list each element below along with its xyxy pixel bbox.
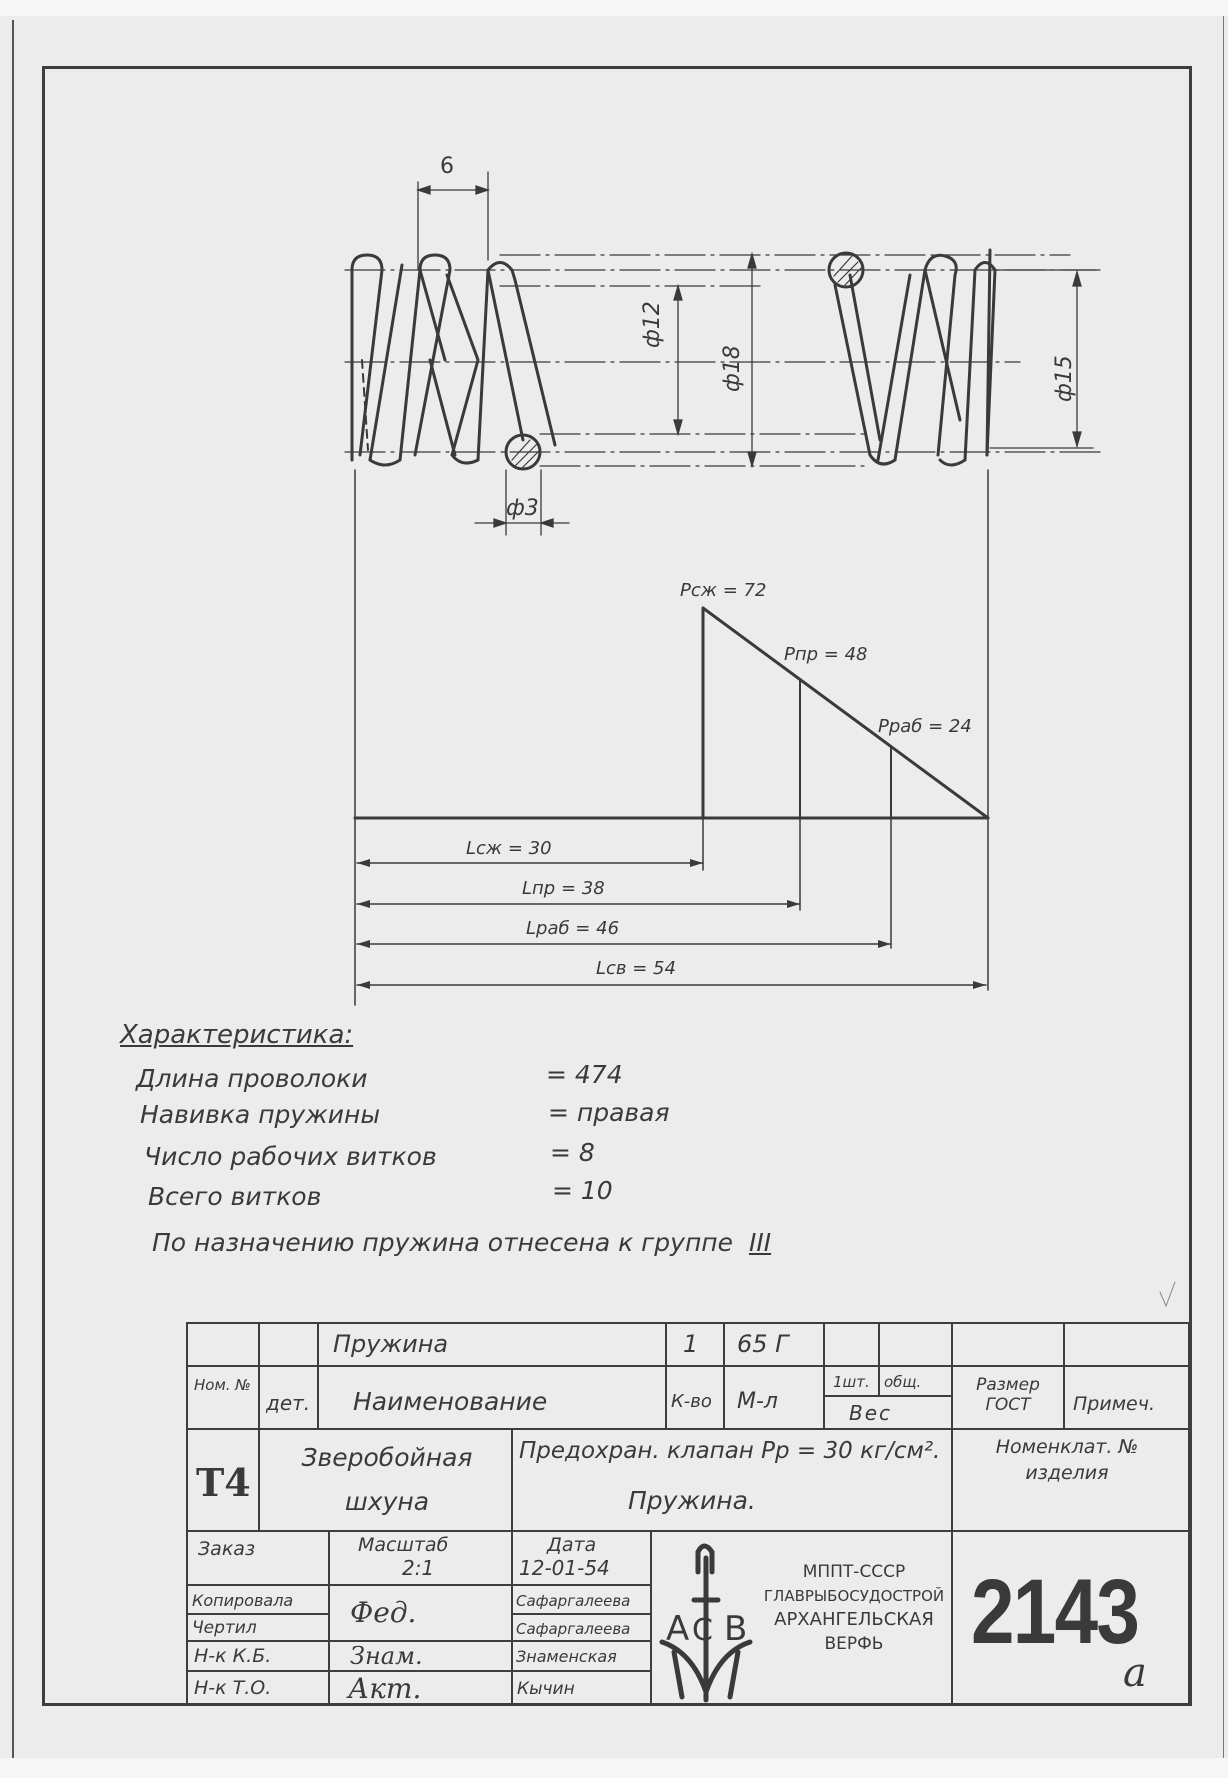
project-code: Т4 xyxy=(196,1460,251,1505)
load-working-label: Рраб = 24 xyxy=(878,716,972,737)
tb-header-material xyxy=(723,1365,825,1430)
length-max-label: Lпр = 38 xyxy=(522,878,605,899)
tb-cell-part-name xyxy=(317,1322,667,1367)
scale-value: 2:1 xyxy=(402,1556,435,1580)
tb-header-weight-total xyxy=(878,1365,953,1397)
org-text xyxy=(756,1560,952,1656)
tb-project-code xyxy=(186,1428,260,1532)
tb-nomenclature xyxy=(951,1428,1190,1532)
signature-to: Акт. xyxy=(348,1672,422,1705)
drawing-suffix: а xyxy=(1123,1650,1147,1696)
tb-name-kb xyxy=(511,1640,652,1672)
svg-text:B: B xyxy=(724,1609,748,1649)
tb-header-note xyxy=(1063,1365,1190,1430)
part-name: Пружина xyxy=(333,1330,449,1358)
tb-name-to xyxy=(511,1670,652,1706)
tb-organization xyxy=(650,1530,953,1706)
name-to: Кычин xyxy=(517,1679,575,1699)
load-max-label: Рпр = 48 xyxy=(784,644,868,665)
role-drew-label: Чертил xyxy=(192,1618,257,1638)
tb-assembly xyxy=(511,1428,953,1532)
date-label: Дата xyxy=(547,1534,597,1556)
org-line-shipyard: ВЕРФЬ xyxy=(824,1634,884,1654)
tb-name-copied xyxy=(511,1584,652,1615)
tb-cell-part-material xyxy=(723,1322,825,1367)
inner-diameter-dimension: ф12 xyxy=(640,301,665,348)
tb-role-kb xyxy=(186,1640,330,1672)
tb-role-to xyxy=(186,1670,330,1706)
nomenclature-label: Номенклат. № изделия xyxy=(995,1436,1139,1484)
tb-role-copied xyxy=(186,1584,330,1615)
drawing-number: 2143 xyxy=(971,1561,1139,1663)
role-copied-label: Копировала xyxy=(192,1591,294,1610)
group-value: III xyxy=(748,1228,772,1257)
length-compressed-label: Lсж = 30 xyxy=(466,838,552,859)
mean-diameter-dimension: ф15 xyxy=(1052,355,1077,402)
char-label-total-coils: Всего витков xyxy=(148,1182,322,1211)
weight-label: Вес xyxy=(849,1401,893,1425)
tb-header-name xyxy=(317,1365,667,1430)
vessel-name: Зверобойная шхуна xyxy=(301,1443,473,1516)
length-working-label: Lраб = 46 xyxy=(526,918,620,939)
tb-date xyxy=(511,1530,652,1586)
char-label-wire-length: Длина проволоки xyxy=(136,1064,368,1093)
length-free-label: Lсв = 54 xyxy=(596,958,676,979)
date-value: 12-01-54 xyxy=(519,1556,610,1580)
tb-header-size xyxy=(951,1365,1065,1430)
size-label: Размер ГОСТ xyxy=(976,1375,1040,1415)
scale-label: Масштаб xyxy=(358,1534,449,1556)
tb-cell-weight-unit-empty xyxy=(823,1322,880,1367)
tb-cell-note-empty xyxy=(1063,1322,1190,1367)
material-label: М-л xyxy=(737,1389,778,1414)
org-line-glavk: ГЛАВРЫБОСУДОСТРОЙ xyxy=(763,1587,945,1605)
assembly-name: Предохран. клапан Рр = 30 кг/см². xyxy=(519,1438,941,1464)
name-copied: Сафаргалеева xyxy=(516,1592,631,1610)
num-label: Ном. № xyxy=(194,1376,251,1394)
tb-header-num xyxy=(186,1365,260,1430)
tb-order xyxy=(186,1530,330,1586)
char-value-wire-length: = 474 xyxy=(546,1060,623,1089)
tb-signature-copied xyxy=(328,1584,513,1642)
order-label: Заказ xyxy=(198,1538,256,1560)
part-material: 65 Г xyxy=(737,1330,789,1358)
pitch-dimension: 6 xyxy=(440,154,454,179)
char-value-winding: = правая xyxy=(548,1098,670,1127)
part-qty: 1 xyxy=(683,1330,699,1358)
tb-header-weight-unit xyxy=(823,1365,880,1397)
svg-text:С: С xyxy=(692,1613,713,1648)
signature-kb: Знам. xyxy=(350,1642,423,1670)
tb-header-qty xyxy=(665,1365,725,1430)
char-group-note xyxy=(152,1228,771,1257)
load-compressed-label: Рсж = 72 xyxy=(680,580,767,601)
name-label: Наименование xyxy=(353,1387,548,1416)
char-label-winding: Навивка пружины xyxy=(140,1100,381,1129)
weight-unit-label: 1шт. xyxy=(833,1373,870,1391)
tb-header-det xyxy=(258,1365,319,1430)
wire-diameter-dimension: ф3 xyxy=(506,496,539,521)
tb-signature-kb xyxy=(328,1640,513,1672)
tb-role-drew xyxy=(186,1613,330,1642)
role-kb-label: Н-к К.Б. xyxy=(194,1645,272,1667)
shipyard-logo-icon xyxy=(652,1532,762,1708)
outer-diameter-dimension: ф18 xyxy=(720,345,745,392)
tb-vessel xyxy=(258,1428,513,1532)
org-line-ministry: МППТ-СССР xyxy=(802,1562,906,1582)
tb-signature-to xyxy=(328,1670,513,1706)
group-note-text: По назначению пружина отнесена к группе xyxy=(152,1228,734,1257)
tb-cell-num-empty xyxy=(186,1322,260,1367)
tb-header-weight xyxy=(823,1395,953,1430)
tb-cell-det-empty xyxy=(258,1322,319,1367)
signature-copied: Фед. xyxy=(350,1596,417,1629)
tb-cell-size-empty xyxy=(951,1322,1065,1367)
assembly-part: Пружина. xyxy=(628,1486,756,1515)
tb-scale xyxy=(328,1530,513,1586)
tb-name-drew xyxy=(511,1613,652,1642)
tb-drawing-number xyxy=(951,1530,1190,1706)
name-drew: Сафаргалеева xyxy=(516,1620,631,1638)
note-label: Примеч. xyxy=(1073,1393,1155,1415)
characteristics-title: Характеристика: xyxy=(120,1020,354,1050)
name-kb: Знаменская xyxy=(516,1647,617,1666)
char-label-working-coils: Число рабочих витков xyxy=(144,1142,437,1171)
det-label: дет. xyxy=(266,1391,311,1415)
qty-label: К-во xyxy=(671,1391,712,1412)
char-value-working-coils: = 8 xyxy=(550,1138,595,1167)
org-line-city: АРХАНГЕЛЬСКАЯ xyxy=(774,1609,934,1630)
logo-letters: A xyxy=(666,1609,690,1649)
tb-cell-weight-total-empty xyxy=(878,1322,953,1367)
tb-cell-part-qty xyxy=(665,1322,725,1367)
weight-total-label: общ. xyxy=(884,1373,922,1391)
char-value-total-coils: = 10 xyxy=(552,1176,613,1205)
role-to-label: Н-к Т.О. xyxy=(194,1677,272,1699)
